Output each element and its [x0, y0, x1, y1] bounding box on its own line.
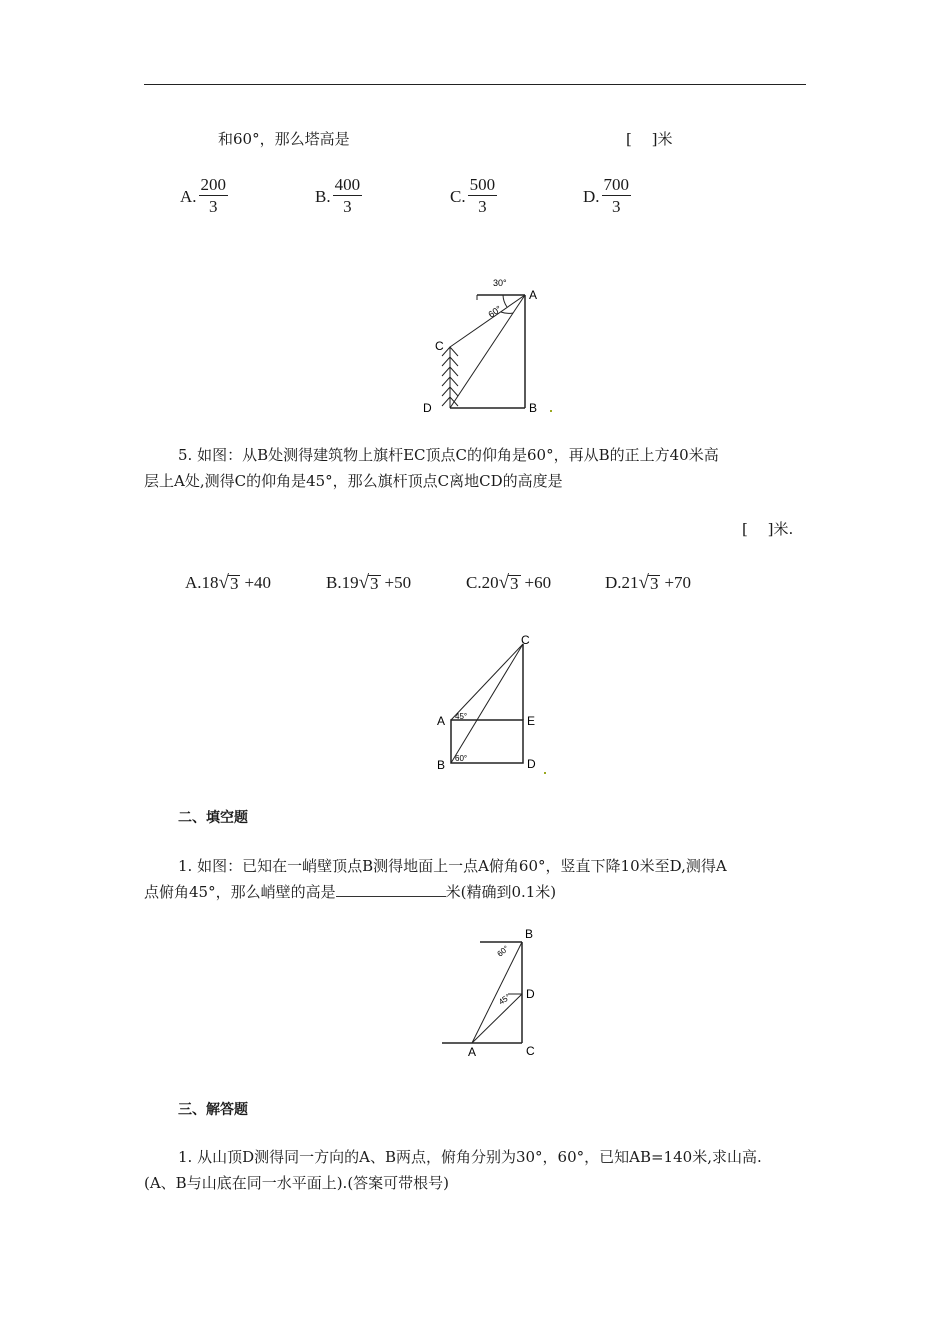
- point-label-b: B: [525, 927, 534, 941]
- option-letter: B.: [326, 573, 342, 592]
- point-label-d: D: [527, 757, 536, 771]
- option-fraction: $\frac{400}{3}$: [334, 175, 361, 216]
- angle-label-45: 45°: [496, 992, 513, 1007]
- s3-q1-text-line1: 1. 从山顶D测得同一方向的A、B两点，俯角分别为30°，60°，已知AB=140米,求山高.: [178, 1148, 762, 1166]
- s2-q1-text-line1: 1. 如图：已知在一峭壁顶点B测得地面上一点A俯角60°，竖直下降10米至D,测得A: [178, 857, 727, 875]
- option-fraction: $\frac{500}{3}$: [469, 175, 496, 216]
- q5-answer-bracket: [ ]米.: [742, 520, 794, 538]
- answer-blank[interactable]: [336, 882, 446, 897]
- angle-label-45: 45°: [455, 712, 468, 721]
- sqrt-icon: √: [498, 572, 510, 593]
- angle-label-60: 60°: [495, 943, 511, 959]
- option-letter: A.: [180, 186, 197, 206]
- option-letter: C.: [466, 573, 482, 592]
- angle-label-30: 30°: [493, 278, 507, 288]
- sight-line-ac: [451, 644, 523, 720]
- point-label-a: A: [529, 288, 538, 302]
- q5-option-d[interactable]: D. 21 √ 3 +70: [605, 572, 692, 593]
- s2-q1-text-line2: 点俯角45°，那么峭壁的高是 米(精确到0.1米): [144, 883, 557, 901]
- sight-line-da: [472, 994, 522, 1043]
- angle-arc-60: [501, 312, 513, 313]
- point-label-c: C: [435, 339, 444, 353]
- option-letter: D.: [605, 573, 622, 592]
- angle-label-60: 60°: [455, 754, 468, 763]
- sqrt-icon: √: [218, 572, 229, 593]
- point-label-c: C: [526, 1044, 535, 1058]
- q4-option-b[interactable]: [315, 176, 362, 217]
- option-letter: B.: [315, 186, 331, 206]
- point-label-e: E: [527, 714, 536, 728]
- q4-option-c[interactable]: [450, 176, 497, 217]
- sight-line-bc: [451, 644, 523, 763]
- point-label-d: D: [526, 987, 535, 1001]
- header-rule: [144, 84, 806, 85]
- q4-figure: [415, 270, 565, 420]
- option-letter: C.: [450, 186, 466, 206]
- sight-line-ba: [472, 942, 522, 1043]
- option-fraction: $\frac{200}{3}$: [200, 175, 227, 216]
- s3-q1-text-line2: (A、B与山底在同一水平面上).(答案可带根号): [144, 1174, 450, 1192]
- section-heading-solve: 三、解答题: [178, 1102, 248, 1118]
- point-label-d: D: [423, 401, 432, 415]
- point-label-a: A: [468, 1045, 477, 1059]
- option-fraction: $\frac{700}{3}$: [603, 175, 630, 216]
- q5-option-b[interactable]: B. 19 √ 3 +50: [326, 572, 412, 593]
- q5-option-a[interactable]: A. 18 √ 3 +40: [185, 572, 272, 593]
- sqrt-icon: √: [358, 572, 370, 593]
- sqrt-icon: √: [638, 572, 649, 593]
- section-heading-fill-blank: 二、填空题: [178, 810, 248, 826]
- marker-dot: [550, 410, 552, 412]
- q4-answer-bracket: [ ]米: [626, 130, 673, 148]
- q4-option-d[interactable]: [583, 176, 631, 217]
- q5-option-c[interactable]: C. 20 √ 3 +60: [466, 572, 552, 593]
- s2-q1-figure: [440, 925, 560, 1065]
- point-label-b: B: [529, 401, 538, 415]
- q4-text: 和60°，那么塔高是: [218, 130, 350, 148]
- q5-text-line2: 层上A处,测得C的仰角是45°，那么旗杆顶点C离地CD的高度是: [144, 472, 563, 490]
- q5-text-line1: 5. 如图：从B处测得建筑物上旗杆EC顶点C的仰角是60°，再从B的正上方40米高: [178, 446, 719, 464]
- q5-figure: [430, 630, 560, 780]
- option-letter: A.: [185, 573, 202, 592]
- point-label-b: B: [437, 758, 446, 772]
- point-label-a: A: [437, 714, 446, 728]
- point-label-c: C: [521, 633, 530, 647]
- angle-label-60: 60°: [486, 303, 504, 320]
- q4-option-a[interactable]: [180, 176, 228, 217]
- sight-line-ac: [450, 295, 525, 347]
- marker-dot: [544, 772, 546, 774]
- angle-arc-30: [503, 295, 507, 307]
- option-letter: D.: [583, 186, 600, 206]
